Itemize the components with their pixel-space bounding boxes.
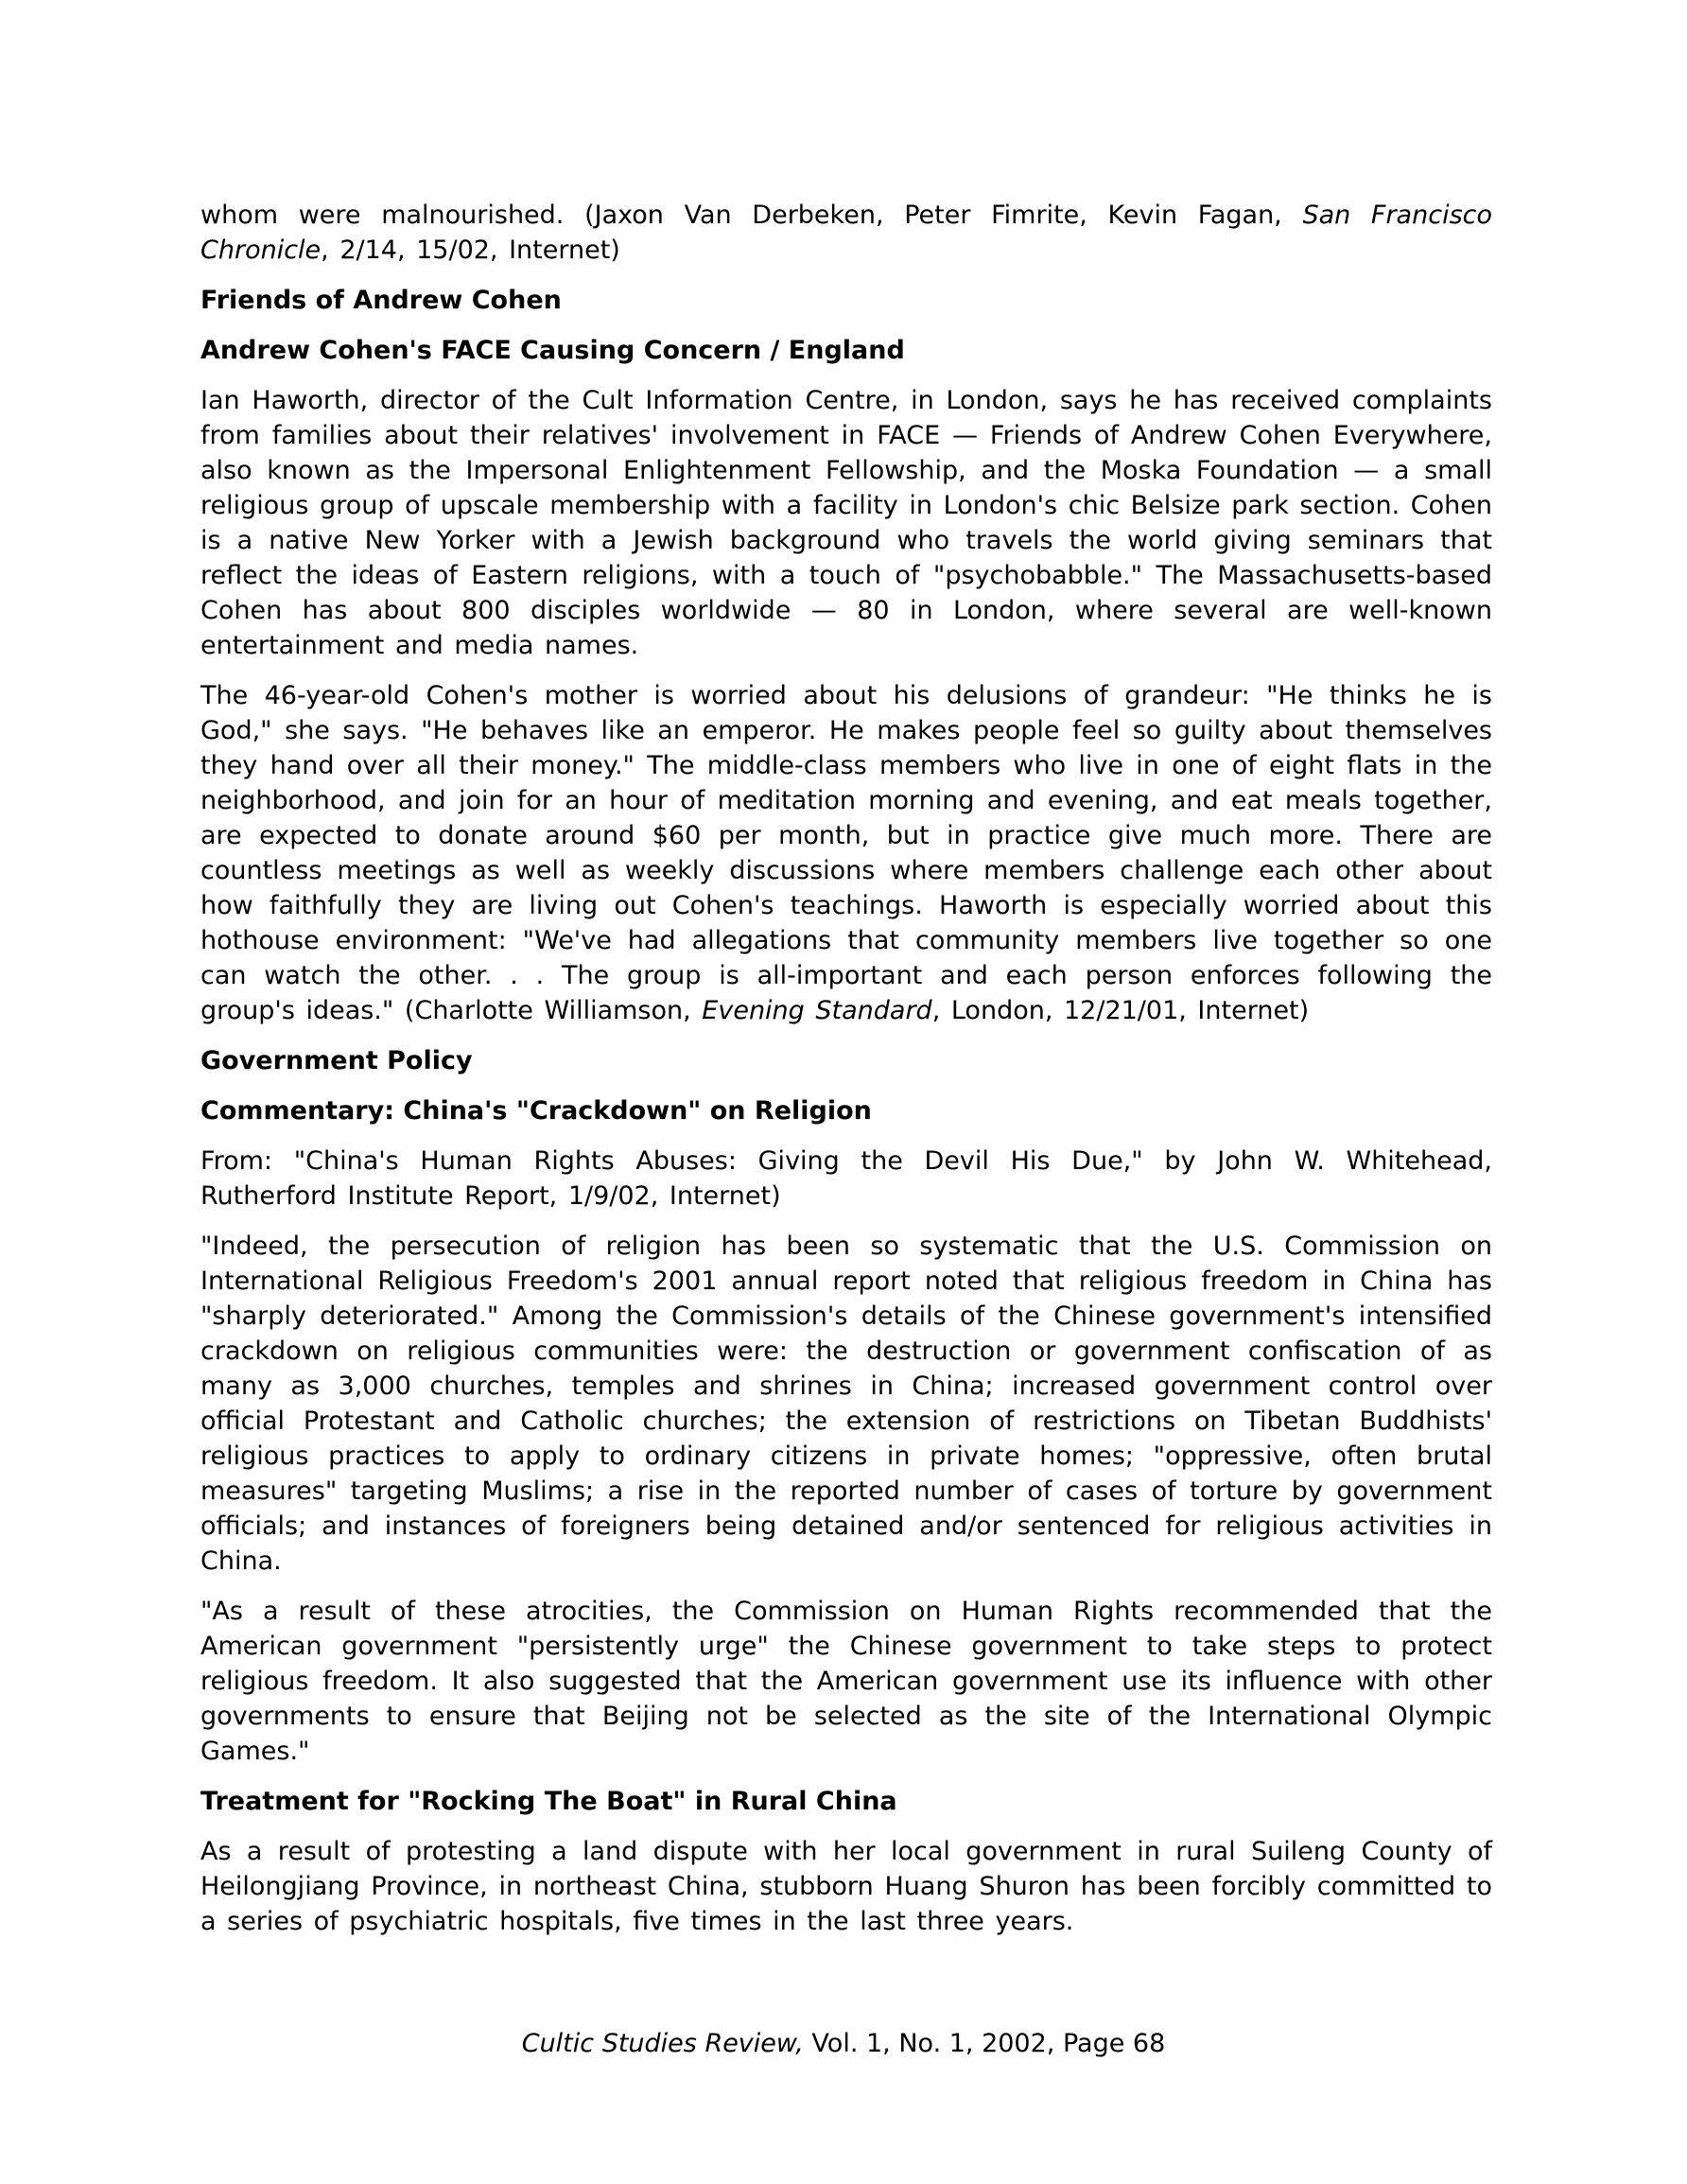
paragraph [200, 1594, 1492, 1769]
section-heading [200, 283, 1492, 318]
section-heading [200, 333, 1492, 368]
text-run: As a result of protesting a land dispute with her local government in rural Suileng County of Heilongjiang Province, in northeast China, stubborn Huang Shuron has been forcibly committed to a series of psychiatric hospitals, five times in the last three years. [200, 1837, 1492, 1936]
text-run: "As a result of these atrocities, the Commission on Human Rights recommended that the American government "persistently urge" the Chinese government to take steps to protect religious freedom. It also suggested that the American government use its influence with other governments to ensure that Beijing not be selected as the site of the International Olympic Games." [200, 1597, 1492, 1766]
italic-text-run: Cultic Studies Review, [521, 2029, 804, 2058]
paragraph [200, 678, 1492, 1028]
text-run: Commentary: China's "Crackdown" on Religion [200, 1096, 872, 1126]
text-run: Government Policy [200, 1046, 473, 1075]
text-run: , 2/14, 15/02, Internet) [321, 236, 620, 265]
paragraph [200, 1144, 1492, 1214]
paragraph [200, 1229, 1492, 1579]
text-run: From: "China's Human Rights Abuses: Giving the Devil His Due," by John W. Whitehead, Rutherford Institute Report, 1/9/02, Internet) [200, 1146, 1492, 1211]
italic-text-run: San Francisco Chronicle [200, 201, 1492, 265]
text-run: Ian Haworth, director of the Cult Information Centre, in London, says he has received complaints from families about their relatives' involvement in FACE — Friends of Andrew Cohen Everywhere, also known as the Impersonal Enlightenment Fellowship, and the Moska Foundation — a small religious group of upscale membership with a facility in London's chic Belsize park section. Cohen is a native New Yorker with a Jewish background who travels the world giving seminars that reflect the ideas of Eastern religions, with a touch of "psychobabble." The Massachusetts-based Cohen has about 800 disciples worldwide — 80 in London, where several are well-known entertainment and media names. [200, 386, 1492, 660]
text-run: Andrew Cohen's FACE Causing Concern / England [200, 336, 905, 365]
document-body [200, 198, 1492, 1954]
text-run: The 46-year-old Cohen's mother is worried about his delusions of grandeur: "He thinks he is God," she says. "He behaves like an emperor. He makes people feel so guilty about themselves they hand over all their money." The middle-class members who live in one of eight flats in the neighborhood, and join for an hour of meditation morning and evening, and eat meals together, are expected to donate around $60 per month, but in practice give much more. There are countless meetings as well as weekly discussions where members challenge each other about how faithfully they are living out Cohen's teachings. Haworth is especially worried about this hothouse environment: "We've had allegations that community members live together so one can watch the other. . . The group is all-important and each person enforces following the group's ideas." (Charlotte Williamson, [200, 681, 1492, 1025]
paragraph [200, 383, 1492, 663]
section-heading [200, 1093, 1492, 1128]
section-heading [200, 1043, 1492, 1078]
text-run: Friends of Andrew Cohen [200, 286, 562, 315]
text-run: "Indeed, the persecution of religion has been so systematic that the U.S. Commission on International Religious Freedom's 2001 annual report noted that religious freedom in China has "sharply deteriorated." Among the Commission's details of the Chinese government's intensified crackdown on religious communities were: the destruction or government confiscation of as many as 3,000 churches, temples and shrines in China; increased government control over official Protestant and Catholic churches; the extension of restrictions on Tibetan Buddhists' religious practices to apply to ordinary citizens in private homes; "oppressive, often brutal measures" targeting Muslims; a rise in the reported number of cases of torture by government officials; and instances of foreigners being detained and/or sentenced for religious activities in China. [200, 1232, 1492, 1576]
text-run: , London, 12/21/01, Internet) [931, 996, 1310, 1025]
paragraph [200, 198, 1492, 268]
section-heading [200, 1784, 1492, 1819]
page-footer [0, 2026, 1687, 2061]
italic-text-run: Evening Standard [702, 996, 932, 1025]
text-run: whom were malnourished. (Jaxon Van Derbeken, Peter Fimrite, Kevin Fagan, [200, 201, 1303, 230]
paragraph [200, 1834, 1492, 1939]
text-run: Treatment for "Rocking The Boat" in Rural China [200, 1787, 897, 1816]
text-run: Vol. 1, No. 1, 2002, Page 68 [803, 2029, 1166, 2058]
